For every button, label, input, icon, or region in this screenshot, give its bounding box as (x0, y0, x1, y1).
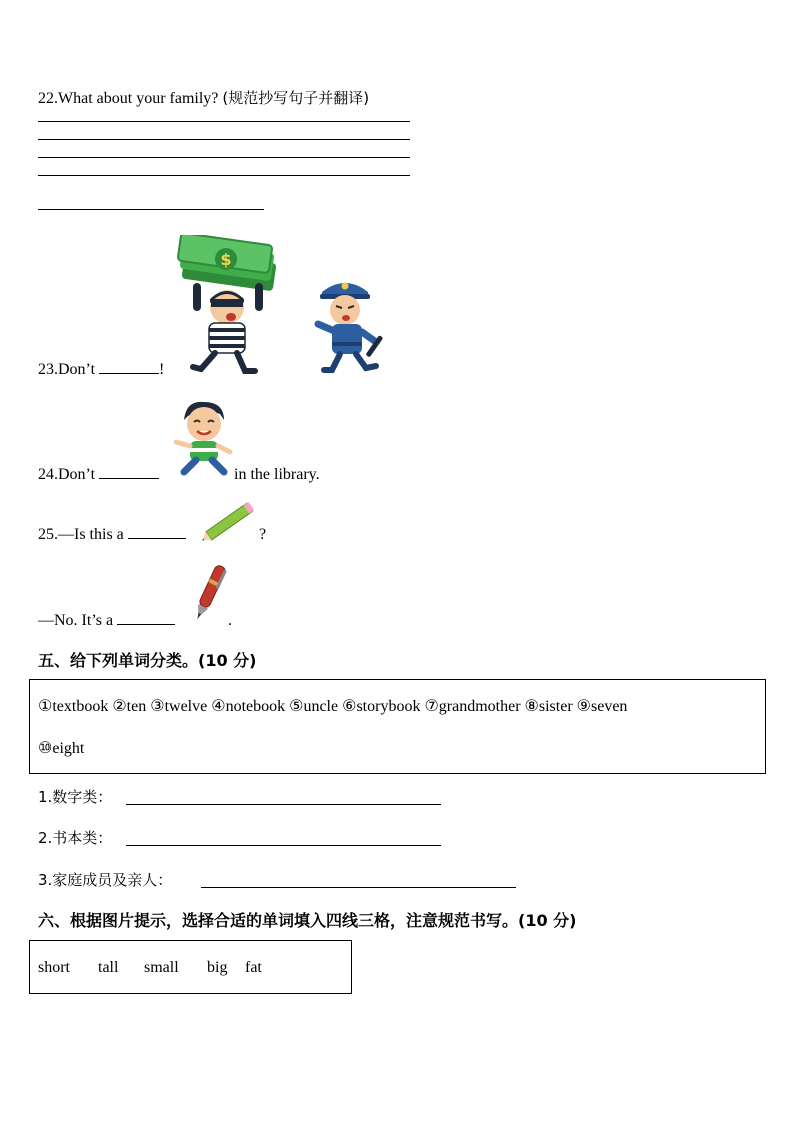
category-label: 2.书本类： (38, 829, 113, 847)
q23-prefix: Don’t (58, 361, 100, 378)
q23-line (38, 361, 164, 379)
q25-blank-1[interactable] (128, 537, 186, 539)
word-box (29, 679, 766, 774)
word-choice: short (38, 959, 70, 976)
q25-line1-suffix: ? (259, 526, 267, 543)
q22-text: What about your family? (58, 90, 219, 107)
section6-title: 六、根据图片提示，选择合适的单词填入四线三格，注意规范书写。(10 分) (38, 911, 577, 930)
word-choice-box (29, 940, 352, 994)
q25-number: 25. (38, 526, 58, 543)
q25-line2-suffix: . (228, 612, 232, 629)
category-label: 3.家庭成员及亲人： (38, 871, 173, 889)
q23-suffix: ! (159, 361, 165, 378)
q22-line (38, 87, 369, 108)
word-choice: small (144, 959, 179, 976)
q24-blank[interactable] (99, 477, 159, 479)
copy-line-3[interactable] (38, 157, 410, 158)
dollar-sign: $ (220, 250, 232, 269)
word-list-line-1: ①textbook ②ten ③twelve ④notebook ⑤uncle ⑥storybook ⑦grandmother ⑧sister ⑨seven (38, 698, 628, 715)
category-books-blank[interactable] (126, 845, 441, 846)
word-list-line-2: ⑩eight (38, 740, 85, 757)
word-choice: fat (245, 959, 262, 976)
q25-blank-2[interactable] (117, 623, 175, 625)
q23-number: 23. (38, 361, 58, 378)
q24-number: 24. (38, 466, 58, 483)
pen-illustration (188, 560, 232, 626)
money-stack-icon (177, 235, 276, 291)
q22-number: 22. (38, 90, 58, 107)
q22-instruction: (规范抄写句子并翻译) (222, 89, 370, 107)
section5-title: 五、给下列单词分类。(10 分) (38, 651, 257, 670)
category-books (38, 827, 112, 848)
q24-suffix: in the library. (234, 466, 320, 483)
pencil-illustration (196, 496, 267, 546)
category-family (38, 869, 172, 890)
q25-line2 (38, 612, 175, 630)
translation-line[interactable] (38, 209, 264, 210)
thief-illustration (175, 235, 285, 380)
q25-line1-prefix: —Is this a (58, 526, 128, 543)
category-numbers-blank[interactable] (126, 804, 441, 805)
copy-line-4[interactable] (38, 175, 410, 176)
copy-line-1[interactable] (38, 121, 410, 122)
copy-line-2[interactable] (38, 139, 410, 140)
category-family-blank[interactable] (201, 887, 516, 888)
q24-prefix: Don’t (58, 466, 100, 483)
word-choice: tall (98, 959, 119, 976)
category-label: 1.数字类： (38, 788, 113, 806)
running-boy-illustration (170, 398, 236, 478)
q23-blank[interactable] (99, 372, 159, 374)
q25-line2-prefix: —No. It’s a (38, 612, 118, 629)
q25-line1 (38, 526, 186, 544)
q24-line (38, 466, 159, 484)
category-numbers (38, 786, 112, 807)
word-choice: big (207, 959, 228, 976)
police-officer-illustration (310, 272, 395, 377)
